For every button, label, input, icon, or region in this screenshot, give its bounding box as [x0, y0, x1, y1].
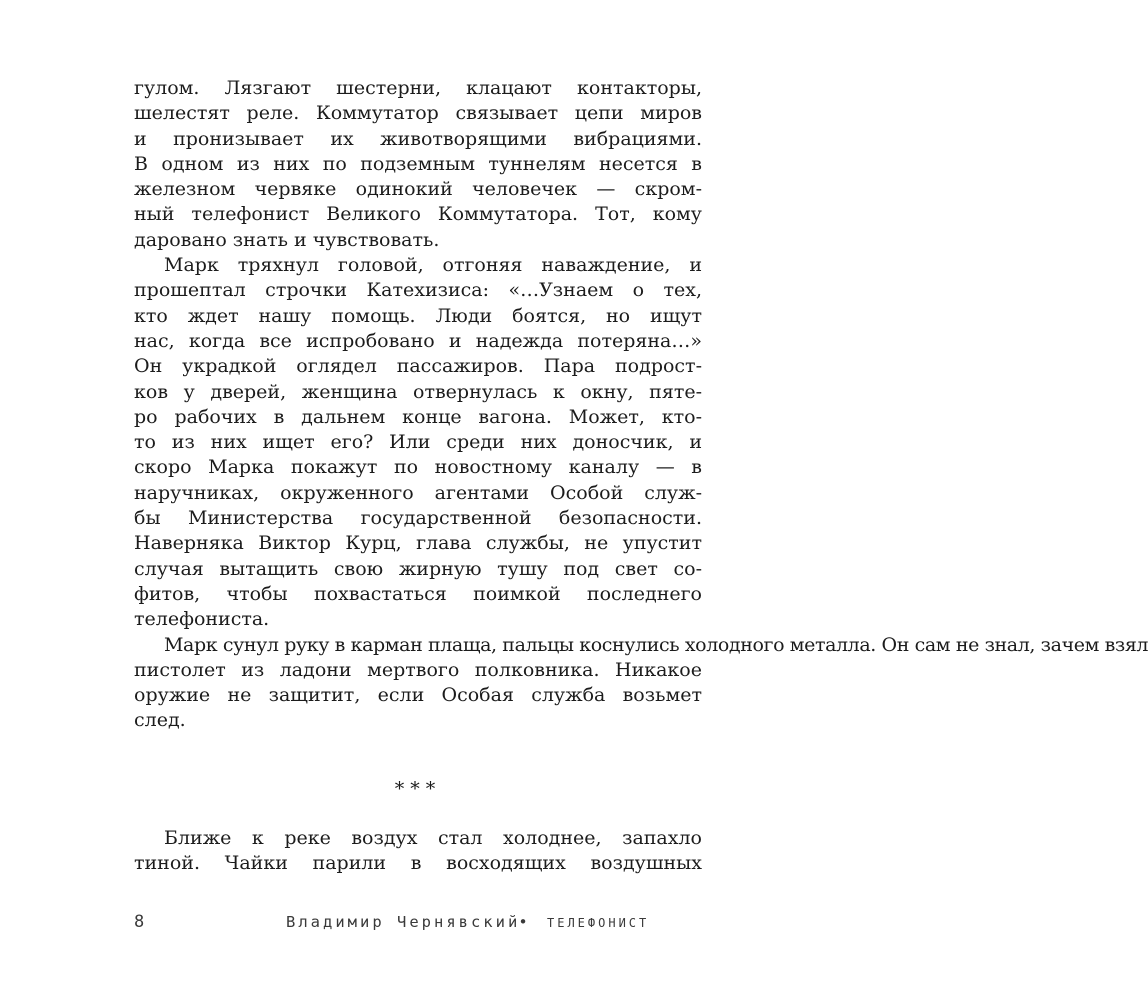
running-head-author: Владимир Чернявский [286, 913, 521, 931]
text-line: ный телефонист Великого Коммутатора. Тот, кому [134, 203, 702, 226]
text-line: В одном из них по подземным туннелям несется в [134, 152, 702, 175]
running-head [286, 913, 649, 931]
text-line: Он украдкой оглядел пассажиров. Пара подрост- [134, 355, 702, 378]
text-line: железном червяке одинокий человечек — скром- [134, 178, 702, 201]
page-body-text [134, 76, 1148, 876]
text-line: наручниках, окруженного агентами Особой служ- [134, 481, 702, 504]
section-gap [134, 802, 702, 826]
text-line: пистолет из ладони мертвого полковника. Никакое [134, 658, 702, 681]
text-line: гулом. Лязгают шестерни, клацают контакторы, [134, 77, 702, 99]
text-line: оружие не защитит, если Особая служба возьмет [134, 684, 702, 707]
running-head-title: ТЕЛЕФОНИСТ [547, 916, 650, 930]
text-line: и пронизывает их животворящими вибрациями. [134, 127, 702, 150]
text-line: то из них ищет его? Или среди них доносчик, и [134, 431, 702, 454]
text-line: тиной. Чайки парили в восходящих воздушных [134, 852, 702, 875]
text-line: ро рабочих в дальнем конце вагона. Может, кто- [134, 405, 702, 428]
text-line: Наверняка Виктор Курц, глава службы, не упустит [134, 532, 702, 555]
text-line: даровано знать и чувствовать. [134, 228, 440, 251]
text-line: шелестят реле. Коммутатор связывает цепи миров [134, 102, 702, 125]
text-line: след. [134, 709, 186, 732]
page-number: 8 [134, 912, 146, 932]
text-line: кто ждет нашу помощь. Люди боятся, но ищут [134, 304, 702, 327]
text-line: ков у дверей, женщина отвернулась к окну, пяте- [134, 380, 702, 403]
section-gap [134, 734, 702, 777]
section-separator: *** [394, 777, 442, 800]
text-line: прошептал строчки Катехизиса: «…Узнаем о тех, [134, 279, 702, 302]
text-line: нас, когда все испробовано и надежда потеряна…» [134, 329, 702, 352]
text-line: Марк тряхнул головой, отгоняя наваждение, и [164, 254, 702, 277]
text-line: Ближе к реке воздух стал холоднее, запахло [164, 826, 702, 849]
text-line: бы Министерства государственной безопасности. [134, 507, 702, 530]
text-line: телефониста. [134, 608, 270, 631]
text-line: скоро Марка покажут по новостному каналу — в [134, 456, 702, 479]
running-head-dot: • [518, 913, 531, 931]
text-line: случая вытащить свою жирную тушу под свет со- [134, 557, 702, 580]
text-line: Марк сунул руку в карман плаща, пальцы коснулись холодного металла. Он сам не знал, зачем взял [164, 633, 1148, 656]
text-line: фитов, чтобы похвастаться поимкой последнего [134, 582, 702, 605]
page-footer [134, 912, 702, 936]
